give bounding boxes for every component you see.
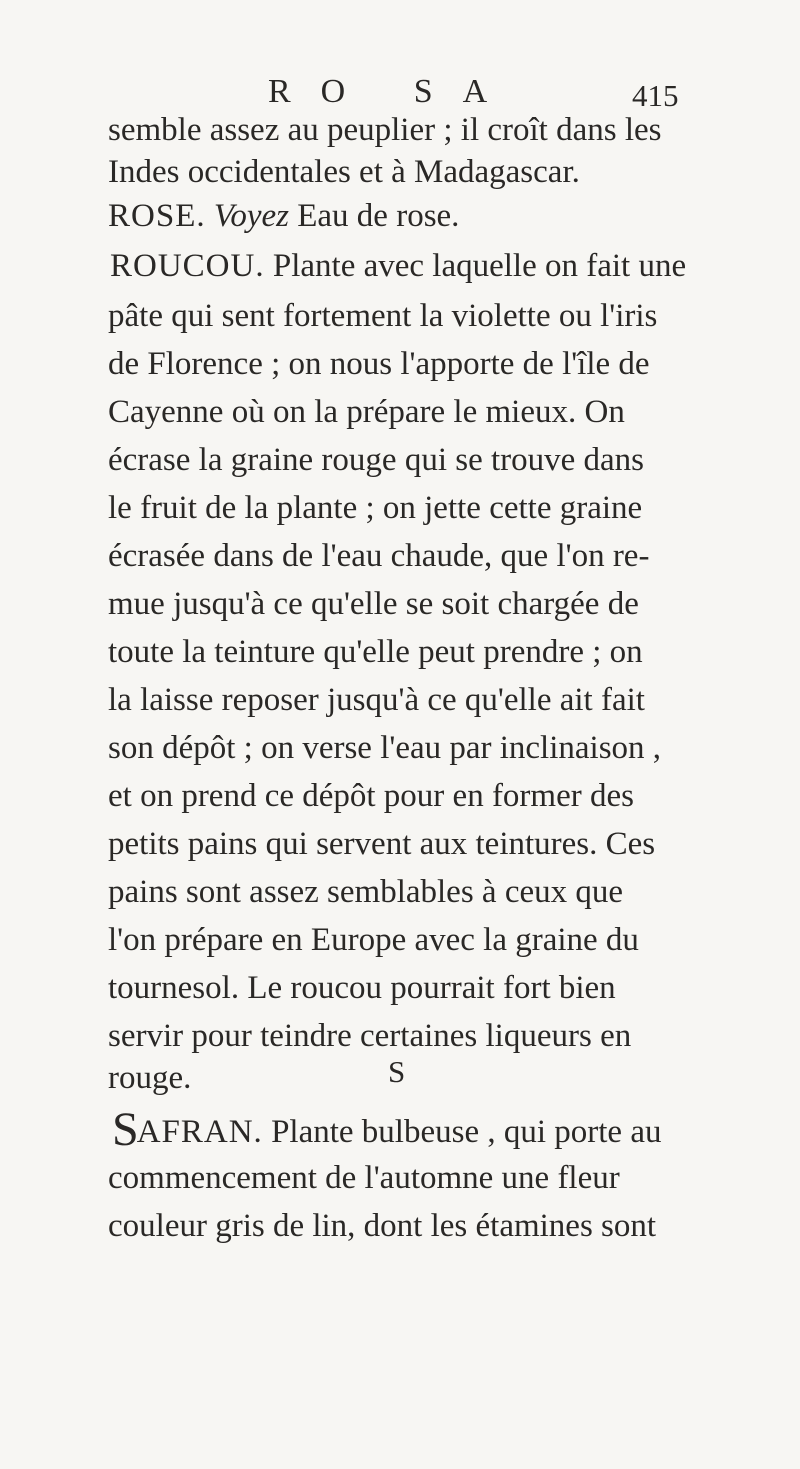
text-line	[108, 776, 634, 816]
text-line	[108, 196, 459, 236]
line-text: couleur gris de lin, dont les étamines sont	[108, 1208, 657, 1244]
running-head	[0, 72, 800, 112]
text-line	[108, 728, 661, 768]
line-text: de Florence ; on nous l'apporte de l'île de	[108, 346, 650, 382]
text-line	[108, 1016, 631, 1056]
line-text	[206, 198, 214, 234]
line-text: rouge.	[108, 1060, 192, 1096]
line-text: le fruit de la plante ; on jette cette graine	[108, 490, 643, 526]
line-text: la laisse reposer jusqu'à ce qu'elle ait fait	[108, 682, 645, 718]
line-text: l'on prépare en Europe avec la graine du	[108, 922, 639, 958]
text-line	[108, 632, 643, 672]
entry-headword: AFRAN.	[136, 1114, 263, 1150]
line-text: écrase la graine rouge qui se trouve dans	[108, 442, 645, 478]
line-text: pains sont assez semblables à ceux que	[108, 874, 624, 910]
line-text: commencement de l'automne une fleur	[108, 1160, 620, 1196]
line-text: mue jusqu'à ce qu'elle se soit chargée de	[108, 586, 639, 622]
entry-headword: ROUCOU.	[110, 248, 265, 284]
line-text: pâte qui sent fortement la violette ou l'iris	[108, 298, 658, 334]
text-line	[112, 1103, 662, 1156]
text-line	[108, 968, 616, 1008]
running-title: RO SA	[268, 73, 518, 110]
text-line	[108, 680, 645, 720]
line-text: petits pains qui servent aux teintures. Ces	[108, 826, 656, 862]
italic-text: Voyez	[213, 198, 289, 234]
text-line	[108, 440, 644, 480]
text-line	[108, 152, 580, 192]
line-text: tournesol. Le roucou pourrait fort bien	[108, 970, 616, 1006]
text-line	[108, 344, 650, 384]
text-line	[108, 584, 639, 624]
text-line	[110, 246, 686, 286]
entry-headword: ROSE.	[108, 198, 206, 234]
line-text: Eau de rose.	[289, 198, 460, 234]
text-line	[108, 1158, 620, 1198]
text-line	[108, 392, 625, 432]
line-text: Indes occidentales et à Madagascar.	[108, 154, 580, 190]
text-line	[108, 1206, 656, 1246]
text-line	[108, 536, 649, 576]
text-line	[108, 1058, 191, 1098]
initial-letter: S	[112, 1103, 139, 1156]
line-text: semble assez au peuplier ; il croît dans les	[108, 112, 662, 148]
page-number: 415	[632, 78, 679, 113]
text-line	[108, 488, 642, 528]
text-line	[108, 872, 623, 912]
line-text: servir pour teindre certaines liqueurs en	[108, 1018, 632, 1054]
line-text: Plante bulbeuse , qui porte au	[262, 1114, 662, 1150]
text-line	[108, 296, 657, 336]
line-text: toute la teinture qu'elle peut prendre ; on	[108, 634, 643, 670]
line-text: Cayenne où on la prépare le mieux. On	[108, 394, 625, 430]
line-text: Plante avec laquelle on fait une	[264, 248, 687, 284]
text-line	[108, 110, 662, 150]
line-text: écrasée dans de l'eau chaude, que l'on re-	[108, 538, 650, 574]
text-line	[108, 920, 639, 960]
line-text: et on prend ce dépôt pour en former des	[108, 778, 634, 814]
line-text: son dépôt ; on verse l'eau par inclinaison ,	[108, 730, 662, 766]
section-letter: S	[388, 1054, 406, 1089]
text-line	[108, 824, 655, 864]
